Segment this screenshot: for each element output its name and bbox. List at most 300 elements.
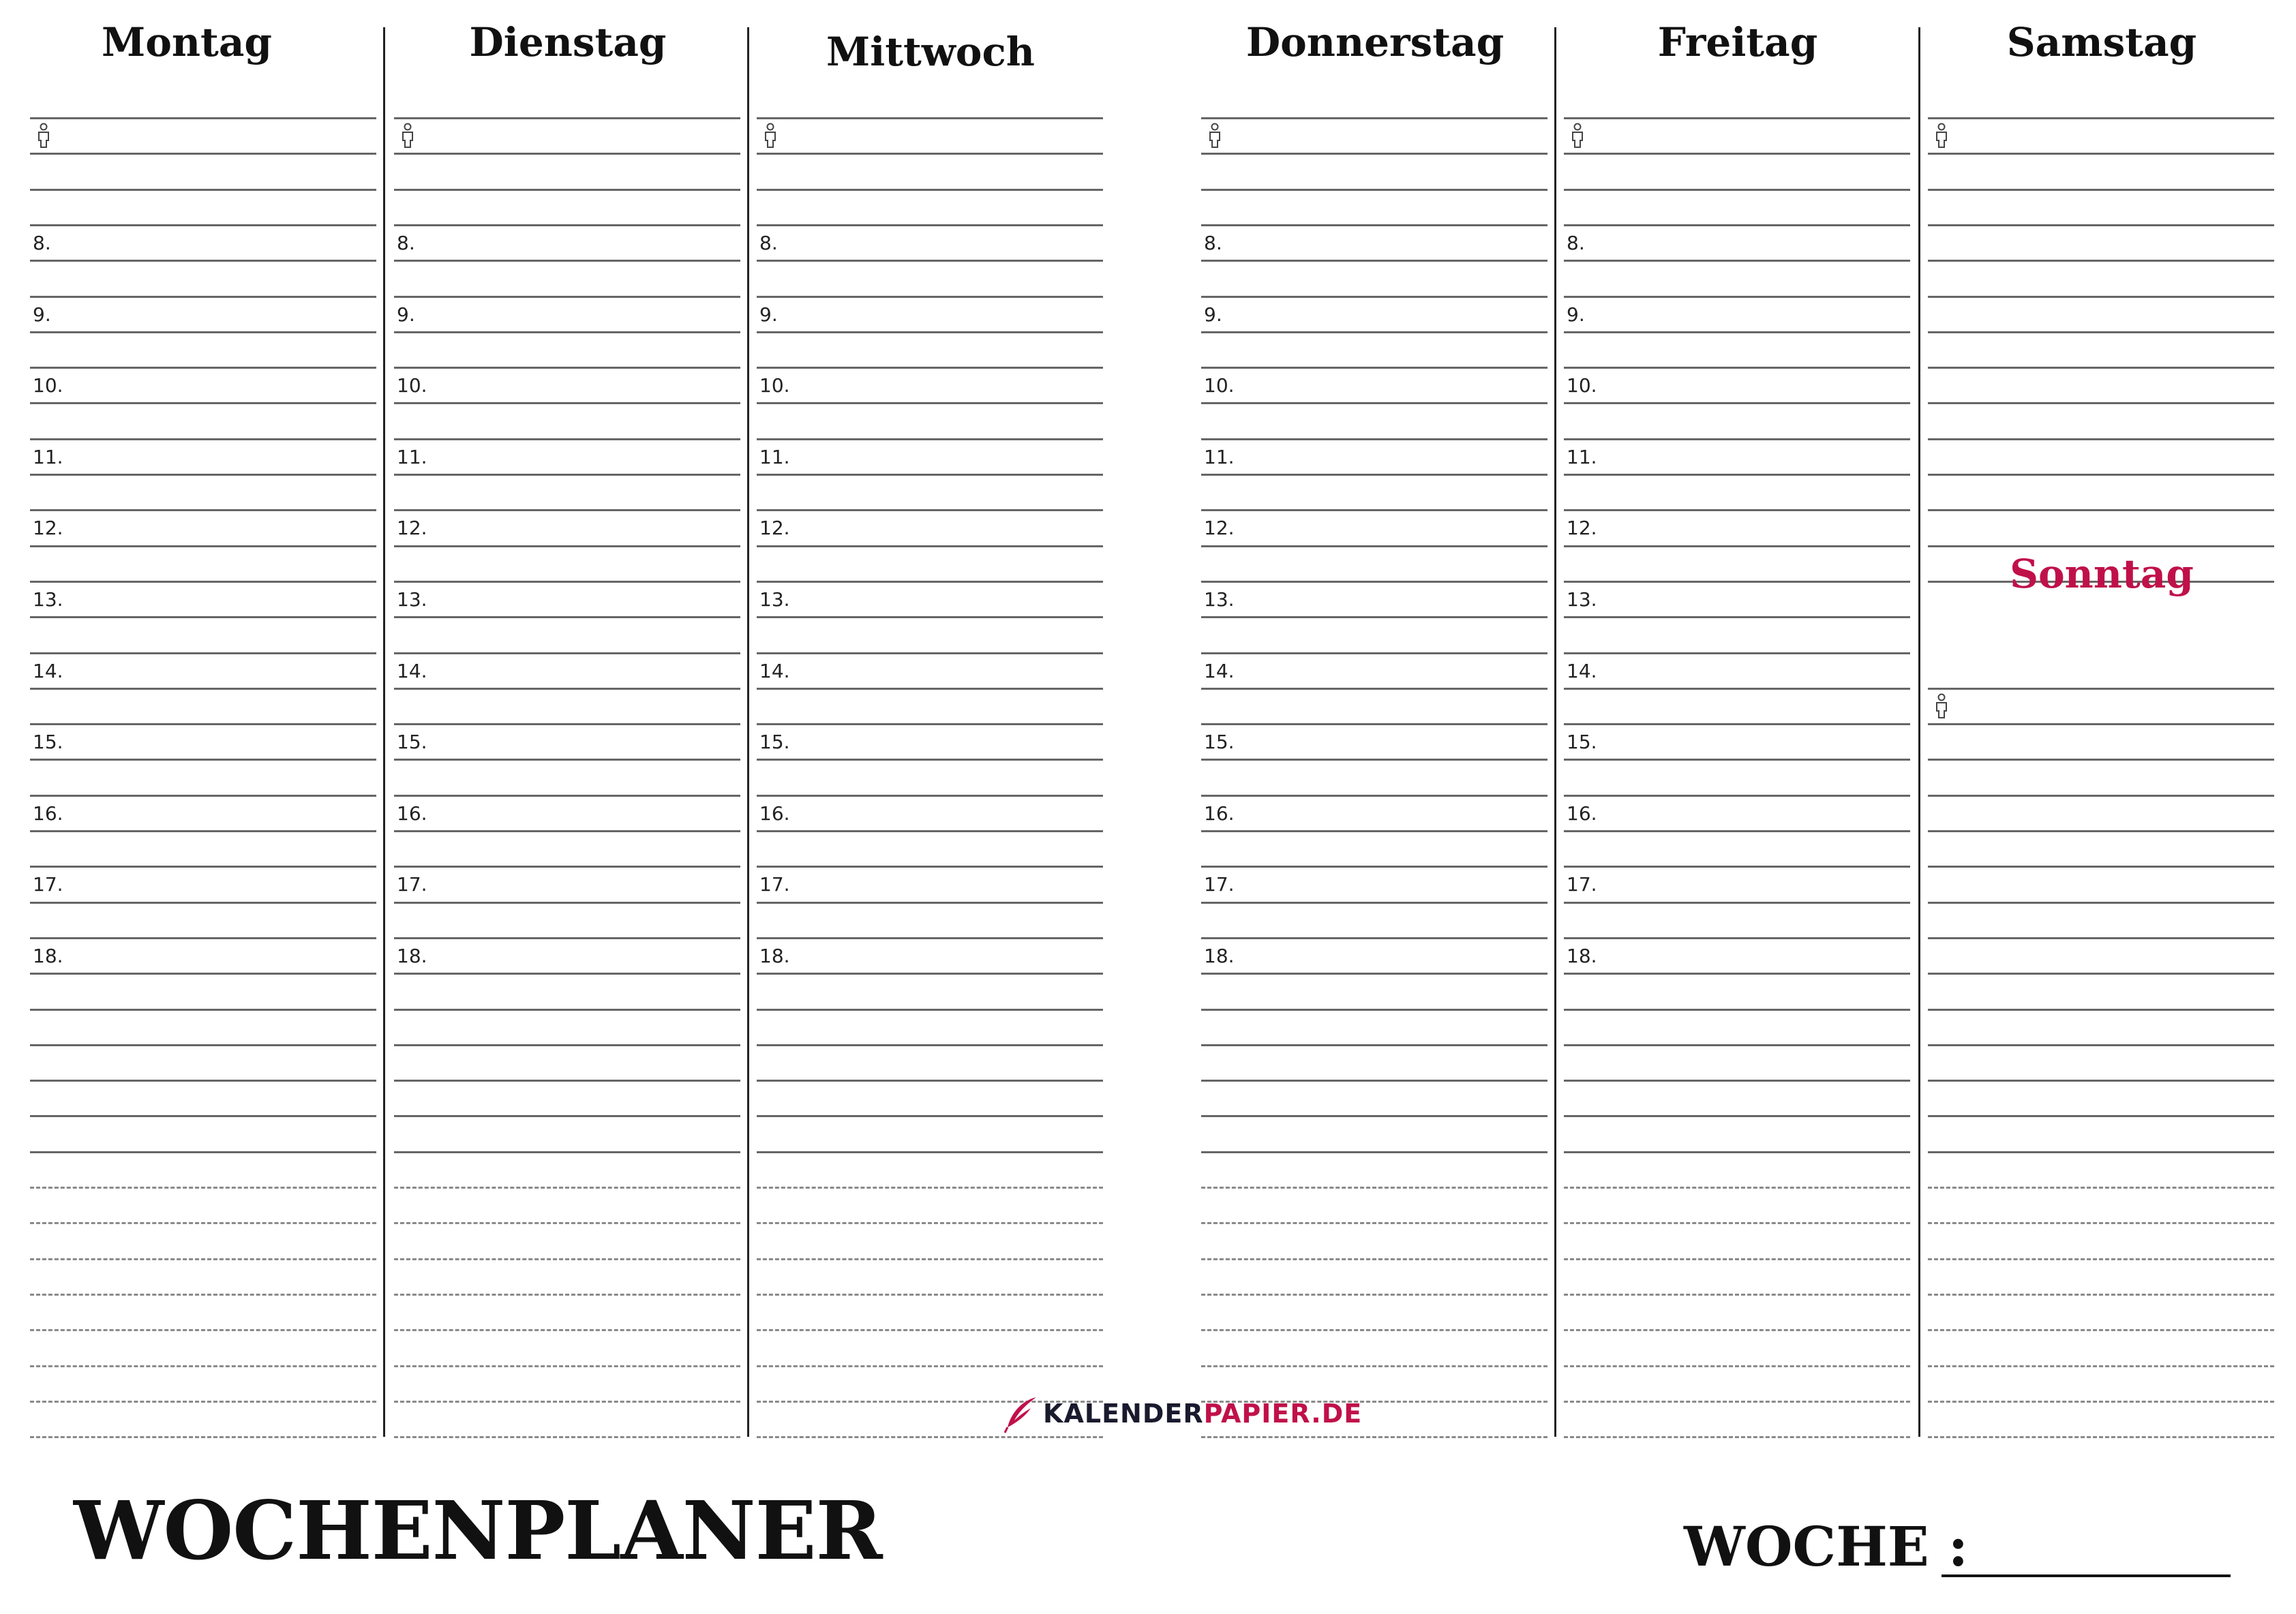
writing-line[interactable] [757,830,1103,833]
hour-label: 9. [397,303,415,326]
writing-line[interactable] [1564,1436,1910,1439]
writing-line[interactable] [757,973,1103,975]
writing-line[interactable] [1564,652,1910,655]
writing-line[interactable] [30,260,376,262]
writing-line[interactable] [30,1294,376,1296]
writing-line[interactable] [394,902,740,904]
brand-logo-part1: KALENDER [1043,1399,1204,1429]
writing-line[interactable] [30,795,376,797]
writing-line[interactable] [757,688,1103,690]
writing-line[interactable] [30,1009,376,1011]
writing-line[interactable] [30,1222,376,1225]
writing-line[interactable] [394,474,740,476]
hour-label: 10. [1567,374,1597,397]
writing-line[interactable] [394,117,740,120]
writing-line[interactable] [1928,902,2274,904]
brand-logo-part2: PAPIER.DE [1203,1399,1363,1429]
day-title-saturday: Samstag [2006,19,2197,65]
writing-line[interactable] [1928,260,2274,262]
writing-line[interactable] [1564,1329,1910,1332]
writing-line[interactable] [394,224,740,227]
writing-line[interactable] [757,1294,1103,1296]
writing-line[interactable] [394,1151,740,1154]
hour-label: 12. [759,517,790,540]
writing-line[interactable] [757,189,1103,192]
hour-label: 8. [397,231,415,254]
person-icon [1569,123,1586,149]
writing-line[interactable] [1928,723,2274,726]
writing-line[interactable] [30,1115,376,1118]
writing-line[interactable] [757,1222,1103,1225]
writing-line[interactable] [757,260,1103,262]
hour-label: 16. [1204,802,1235,825]
writing-line[interactable] [1564,830,1910,833]
column-separator [1554,27,1556,1437]
writing-line[interactable] [1564,153,1910,155]
writing-line[interactable] [1201,830,1547,833]
writing-line[interactable] [394,581,740,583]
writing-line[interactable] [757,296,1103,299]
writing-line[interactable] [1201,545,1547,548]
writing-line[interactable] [394,830,740,833]
writing-line[interactable] [30,1329,376,1332]
hour-label: 18. [759,944,790,967]
hour-label: 15. [397,731,427,754]
writing-line[interactable] [757,616,1103,619]
hour-label: 13. [1567,588,1597,611]
writing-line[interactable] [1928,1222,2274,1225]
writing-line[interactable] [30,1151,376,1154]
hour-label: 13. [1204,588,1235,611]
writing-line[interactable] [394,1187,740,1189]
writing-line[interactable] [1928,688,2274,690]
writing-line[interactable] [757,759,1103,761]
hour-label: 16. [759,802,790,825]
writing-line[interactable] [1928,1080,2274,1082]
hour-label: 12. [397,517,427,540]
writing-line[interactable] [1564,474,1910,476]
writing-line[interactable] [1564,1401,1910,1403]
writing-line[interactable] [394,795,740,797]
writing-line[interactable] [30,973,376,975]
hour-label: 9. [1567,303,1585,326]
hour-label: 11. [1204,445,1235,468]
writing-line[interactable] [30,616,376,619]
writing-line[interactable] [1928,1115,2274,1118]
hour-label: 16. [1567,802,1597,825]
writing-line[interactable] [1564,260,1910,262]
hour-label: 11. [759,445,790,468]
writing-line[interactable] [394,937,740,940]
writing-line[interactable] [394,1115,740,1118]
writing-line[interactable] [1564,688,1910,690]
brand-logo [1003,1392,1363,1440]
person-icon [1207,123,1223,149]
writing-line[interactable] [394,331,740,334]
hour-label: 17. [759,873,790,896]
writing-line[interactable] [1201,866,1547,868]
writing-line[interactable] [394,260,740,262]
writing-line[interactable] [30,652,376,655]
writing-line[interactable] [1928,153,2274,155]
writing-line[interactable] [1928,1436,2274,1439]
writing-line[interactable] [757,438,1103,441]
writing-line[interactable] [30,402,376,405]
writing-line[interactable] [394,1222,740,1225]
writing-line[interactable] [30,1401,376,1403]
day-title-monday: Montag [102,19,272,65]
writing-line[interactable] [1201,616,1547,619]
writing-line[interactable] [30,688,376,690]
writing-line[interactable] [757,153,1103,155]
writing-line[interactable] [1564,973,1910,975]
writing-line[interactable] [1564,438,1910,441]
hour-label: 14. [759,659,790,682]
writing-line[interactable] [30,1044,376,1047]
week-label: WOCHE : [1684,1514,1969,1579]
writing-line[interactable] [1201,1329,1547,1332]
writing-line[interactable] [1928,795,2274,797]
writing-line[interactable] [1201,509,1547,512]
writing-line[interactable] [1564,1294,1910,1296]
writing-line[interactable] [1928,1401,2274,1403]
writing-line[interactable] [1564,723,1910,726]
hour-label: 15. [759,731,790,754]
brand-logo-text [1043,1399,1362,1429]
writing-line[interactable] [1564,545,1910,548]
writing-line[interactable] [30,117,376,120]
writing-line[interactable] [394,652,740,655]
writing-line[interactable] [1564,1009,1910,1011]
writing-line[interactable] [394,153,740,155]
hour-label: 18. [397,944,427,967]
writing-line[interactable] [1928,1365,2274,1368]
writing-line[interactable] [1201,438,1547,441]
writing-line[interactable] [757,331,1103,334]
writing-line[interactable] [1928,117,2274,120]
person-icon [1933,123,1950,149]
writing-line[interactable] [394,616,740,619]
writing-line[interactable] [30,1258,376,1261]
writing-line[interactable] [1201,688,1547,690]
writing-line[interactable] [394,723,740,726]
writing-line[interactable] [1564,759,1910,761]
hour-label: 10. [397,374,427,397]
hour-label: 10. [33,374,63,397]
writing-line[interactable] [757,866,1103,868]
hour-label: 14. [1204,659,1235,682]
writing-line[interactable] [30,153,376,155]
writing-line[interactable] [1928,296,2274,299]
writing-line[interactable] [1564,1258,1910,1261]
hour-label: 8. [1204,231,1222,254]
writing-line[interactable] [1201,296,1547,299]
hour-label: 12. [1204,517,1235,540]
day-title-friday: Freitag [1657,19,1818,65]
writing-line[interactable] [1564,902,1910,904]
writing-line[interactable] [1201,937,1547,940]
writing-line[interactable] [30,1436,376,1439]
writing-line[interactable] [394,1436,740,1439]
writing-line[interactable] [757,367,1103,369]
writing-line[interactable] [1201,367,1547,369]
writing-line[interactable] [757,1115,1103,1118]
writing-line[interactable] [30,545,376,548]
hour-label: 14. [397,659,427,682]
writing-line[interactable] [1564,296,1910,299]
column-separator [747,27,749,1437]
hour-label: 13. [397,588,427,611]
writing-line[interactable] [757,1187,1103,1189]
writing-line[interactable] [757,1080,1103,1082]
writing-line[interactable] [757,723,1103,726]
writing-line[interactable] [1564,509,1910,512]
writing-line[interactable] [30,509,376,512]
writing-line[interactable] [30,902,376,904]
hour-label: 11. [397,445,427,468]
writing-line[interactable] [1928,224,2274,227]
hour-label: 13. [759,588,790,611]
writing-line[interactable] [394,402,740,405]
writing-line[interactable] [1201,117,1547,120]
hour-label: 11. [33,445,63,468]
writing-line[interactable] [1928,1009,2274,1011]
writing-line[interactable] [1564,1222,1910,1225]
writing-line[interactable] [1928,759,2274,761]
writing-line[interactable] [757,509,1103,512]
person-icon [35,123,52,149]
hour-label: 17. [1567,873,1597,896]
writing-line[interactable] [394,1044,740,1047]
person-icon [399,123,416,149]
hour-label: 15. [1567,731,1597,754]
writing-line[interactable] [394,189,740,192]
writing-line[interactable] [394,1401,740,1403]
hour-label: 12. [33,517,63,540]
writing-line[interactable] [1564,1115,1910,1118]
writing-line[interactable] [1928,866,2274,868]
writing-line[interactable] [30,438,376,441]
writing-line[interactable] [1564,1151,1910,1154]
writing-line[interactable] [1928,438,2274,441]
writing-line[interactable] [394,1080,740,1082]
hour-label: 16. [33,802,63,825]
writing-line[interactable] [1201,581,1547,583]
writing-line[interactable] [394,688,740,690]
writing-line[interactable] [30,1080,376,1082]
writing-line[interactable] [394,367,740,369]
writing-line[interactable] [1928,402,2274,405]
writing-line[interactable] [394,866,740,868]
writing-line[interactable] [394,1365,740,1368]
writing-line[interactable] [1564,581,1910,583]
writing-line[interactable] [30,224,376,227]
writing-line[interactable] [1201,652,1547,655]
writing-line[interactable] [1201,1080,1547,1082]
writing-line[interactable] [30,296,376,299]
writing-line[interactable] [1201,260,1547,262]
writing-line[interactable] [394,1294,740,1296]
writing-line[interactable] [1201,1187,1547,1189]
hour-label: 18. [33,944,63,967]
writing-line[interactable] [757,1009,1103,1011]
writing-line[interactable] [1201,759,1547,761]
day-title-wednesday: Mittwoch [826,29,1035,75]
writing-line[interactable] [1928,1294,2274,1296]
writing-line[interactable] [1201,402,1547,405]
writing-line[interactable] [30,937,376,940]
hour-label: 9. [759,303,778,326]
writing-line[interactable] [757,474,1103,476]
writing-line[interactable] [757,581,1103,583]
writing-line[interactable] [1564,117,1910,120]
writing-line[interactable] [757,1365,1103,1368]
writing-line[interactable] [30,1187,376,1189]
day-title-tuesday: Dienstag [469,19,667,65]
page-title: WOCHENPLANER [74,1483,882,1578]
writing-line[interactable] [1928,973,2274,975]
writing-line[interactable] [757,224,1103,227]
writing-line[interactable] [1201,1222,1547,1225]
writing-line[interactable] [757,1329,1103,1332]
writing-line[interactable] [1564,189,1910,192]
writing-line[interactable] [1201,723,1547,726]
writing-line[interactable] [1928,937,2274,940]
writing-line[interactable] [394,1258,740,1261]
writing-line[interactable] [1201,1009,1547,1011]
writing-line[interactable] [1564,1365,1910,1368]
writing-line[interactable] [1201,973,1547,975]
column-separator [383,27,385,1437]
hour-label: 17. [397,873,427,896]
writing-line[interactable] [1564,1187,1910,1189]
writing-line[interactable] [757,902,1103,904]
hour-label: 15. [33,731,63,754]
writing-line[interactable] [1928,189,2274,192]
writing-line[interactable] [30,367,376,369]
column-separator [1918,27,1920,1437]
writing-line[interactable] [1564,937,1910,940]
writing-line[interactable] [1928,545,2274,548]
hour-label: 17. [1204,873,1235,896]
writing-line[interactable] [394,296,740,299]
hour-label: 8. [33,231,51,254]
hour-label: 15. [1204,731,1235,754]
writing-line[interactable] [757,1258,1103,1261]
writing-line[interactable] [1564,331,1910,334]
writing-line[interactable] [1928,1329,2274,1332]
writing-line[interactable] [30,331,376,334]
writing-line[interactable] [757,402,1103,405]
hour-label: 10. [759,374,790,397]
writing-line[interactable] [1928,367,2274,369]
writing-line[interactable] [1564,402,1910,405]
day-title-thursday: Donnerstag [1245,19,1505,65]
writing-line[interactable] [1201,1258,1547,1261]
writing-line[interactable] [757,937,1103,940]
hour-label: 9. [1204,303,1222,326]
writing-line[interactable] [1201,795,1547,797]
hour-label: 14. [33,659,63,682]
writing-line[interactable] [1201,1115,1547,1118]
writing-line[interactable] [30,866,376,868]
hour-label: 14. [1567,659,1597,682]
person-icon [1933,693,1950,719]
writing-line[interactable] [1201,1294,1547,1296]
writing-line[interactable] [394,545,740,548]
writing-line[interactable] [394,509,740,512]
writing-line[interactable] [1201,189,1547,192]
writing-line[interactable] [1201,1365,1547,1368]
writing-line[interactable] [394,438,740,441]
writing-line[interactable] [757,117,1103,120]
hour-label: 11. [1567,445,1597,468]
writing-line[interactable] [394,1009,740,1011]
writing-line[interactable] [1564,866,1910,868]
writing-line[interactable] [30,474,376,476]
writing-line[interactable] [1928,1044,2274,1047]
writing-line[interactable] [1201,224,1547,227]
writing-line[interactable] [1564,616,1910,619]
writing-line[interactable] [1201,153,1547,155]
writing-line[interactable] [1201,902,1547,904]
writing-line[interactable] [1201,1044,1547,1047]
writing-line[interactable] [1564,1080,1910,1082]
day-title-sunday: Sonntag [2010,551,2194,597]
writing-line[interactable] [394,1329,740,1332]
writing-line[interactable] [394,973,740,975]
writing-line[interactable] [1928,830,2274,833]
writing-line[interactable] [30,723,376,726]
writing-line[interactable] [1564,224,1910,227]
writing-line[interactable] [30,759,376,761]
writing-line[interactable] [1564,795,1910,797]
hour-label: 16. [397,802,427,825]
writing-line[interactable] [1928,331,2274,334]
hour-label: 10. [1204,374,1235,397]
writing-line[interactable] [30,830,376,833]
hour-label: 13. [33,588,63,611]
person-icon [762,123,779,149]
writing-line[interactable] [1564,1044,1910,1047]
writing-line[interactable] [1928,1151,2274,1154]
writing-line[interactable] [1928,1258,2274,1261]
feather-icon [1003,1396,1039,1434]
writing-line[interactable] [757,1044,1103,1047]
writing-line[interactable] [1928,509,2274,512]
week-number-field[interactable] [1942,1574,2231,1577]
hour-label: 17. [33,873,63,896]
writing-line[interactable] [1928,1187,2274,1189]
writing-line[interactable] [1201,331,1547,334]
writing-line[interactable] [394,759,740,761]
writing-line[interactable] [757,1151,1103,1154]
writing-line[interactable] [757,545,1103,548]
hour-label: 12. [1567,517,1597,540]
writing-line[interactable] [30,581,376,583]
writing-line[interactable] [1928,474,2274,476]
writing-line[interactable] [1201,474,1547,476]
writing-line[interactable] [30,1365,376,1368]
writing-line[interactable] [30,189,376,192]
writing-line[interactable] [757,795,1103,797]
writing-line[interactable] [757,652,1103,655]
hour-label: 8. [1567,231,1585,254]
hour-label: 9. [33,303,51,326]
writing-line[interactable] [1564,367,1910,369]
hour-label: 18. [1204,944,1235,967]
writing-line[interactable] [1201,1151,1547,1154]
